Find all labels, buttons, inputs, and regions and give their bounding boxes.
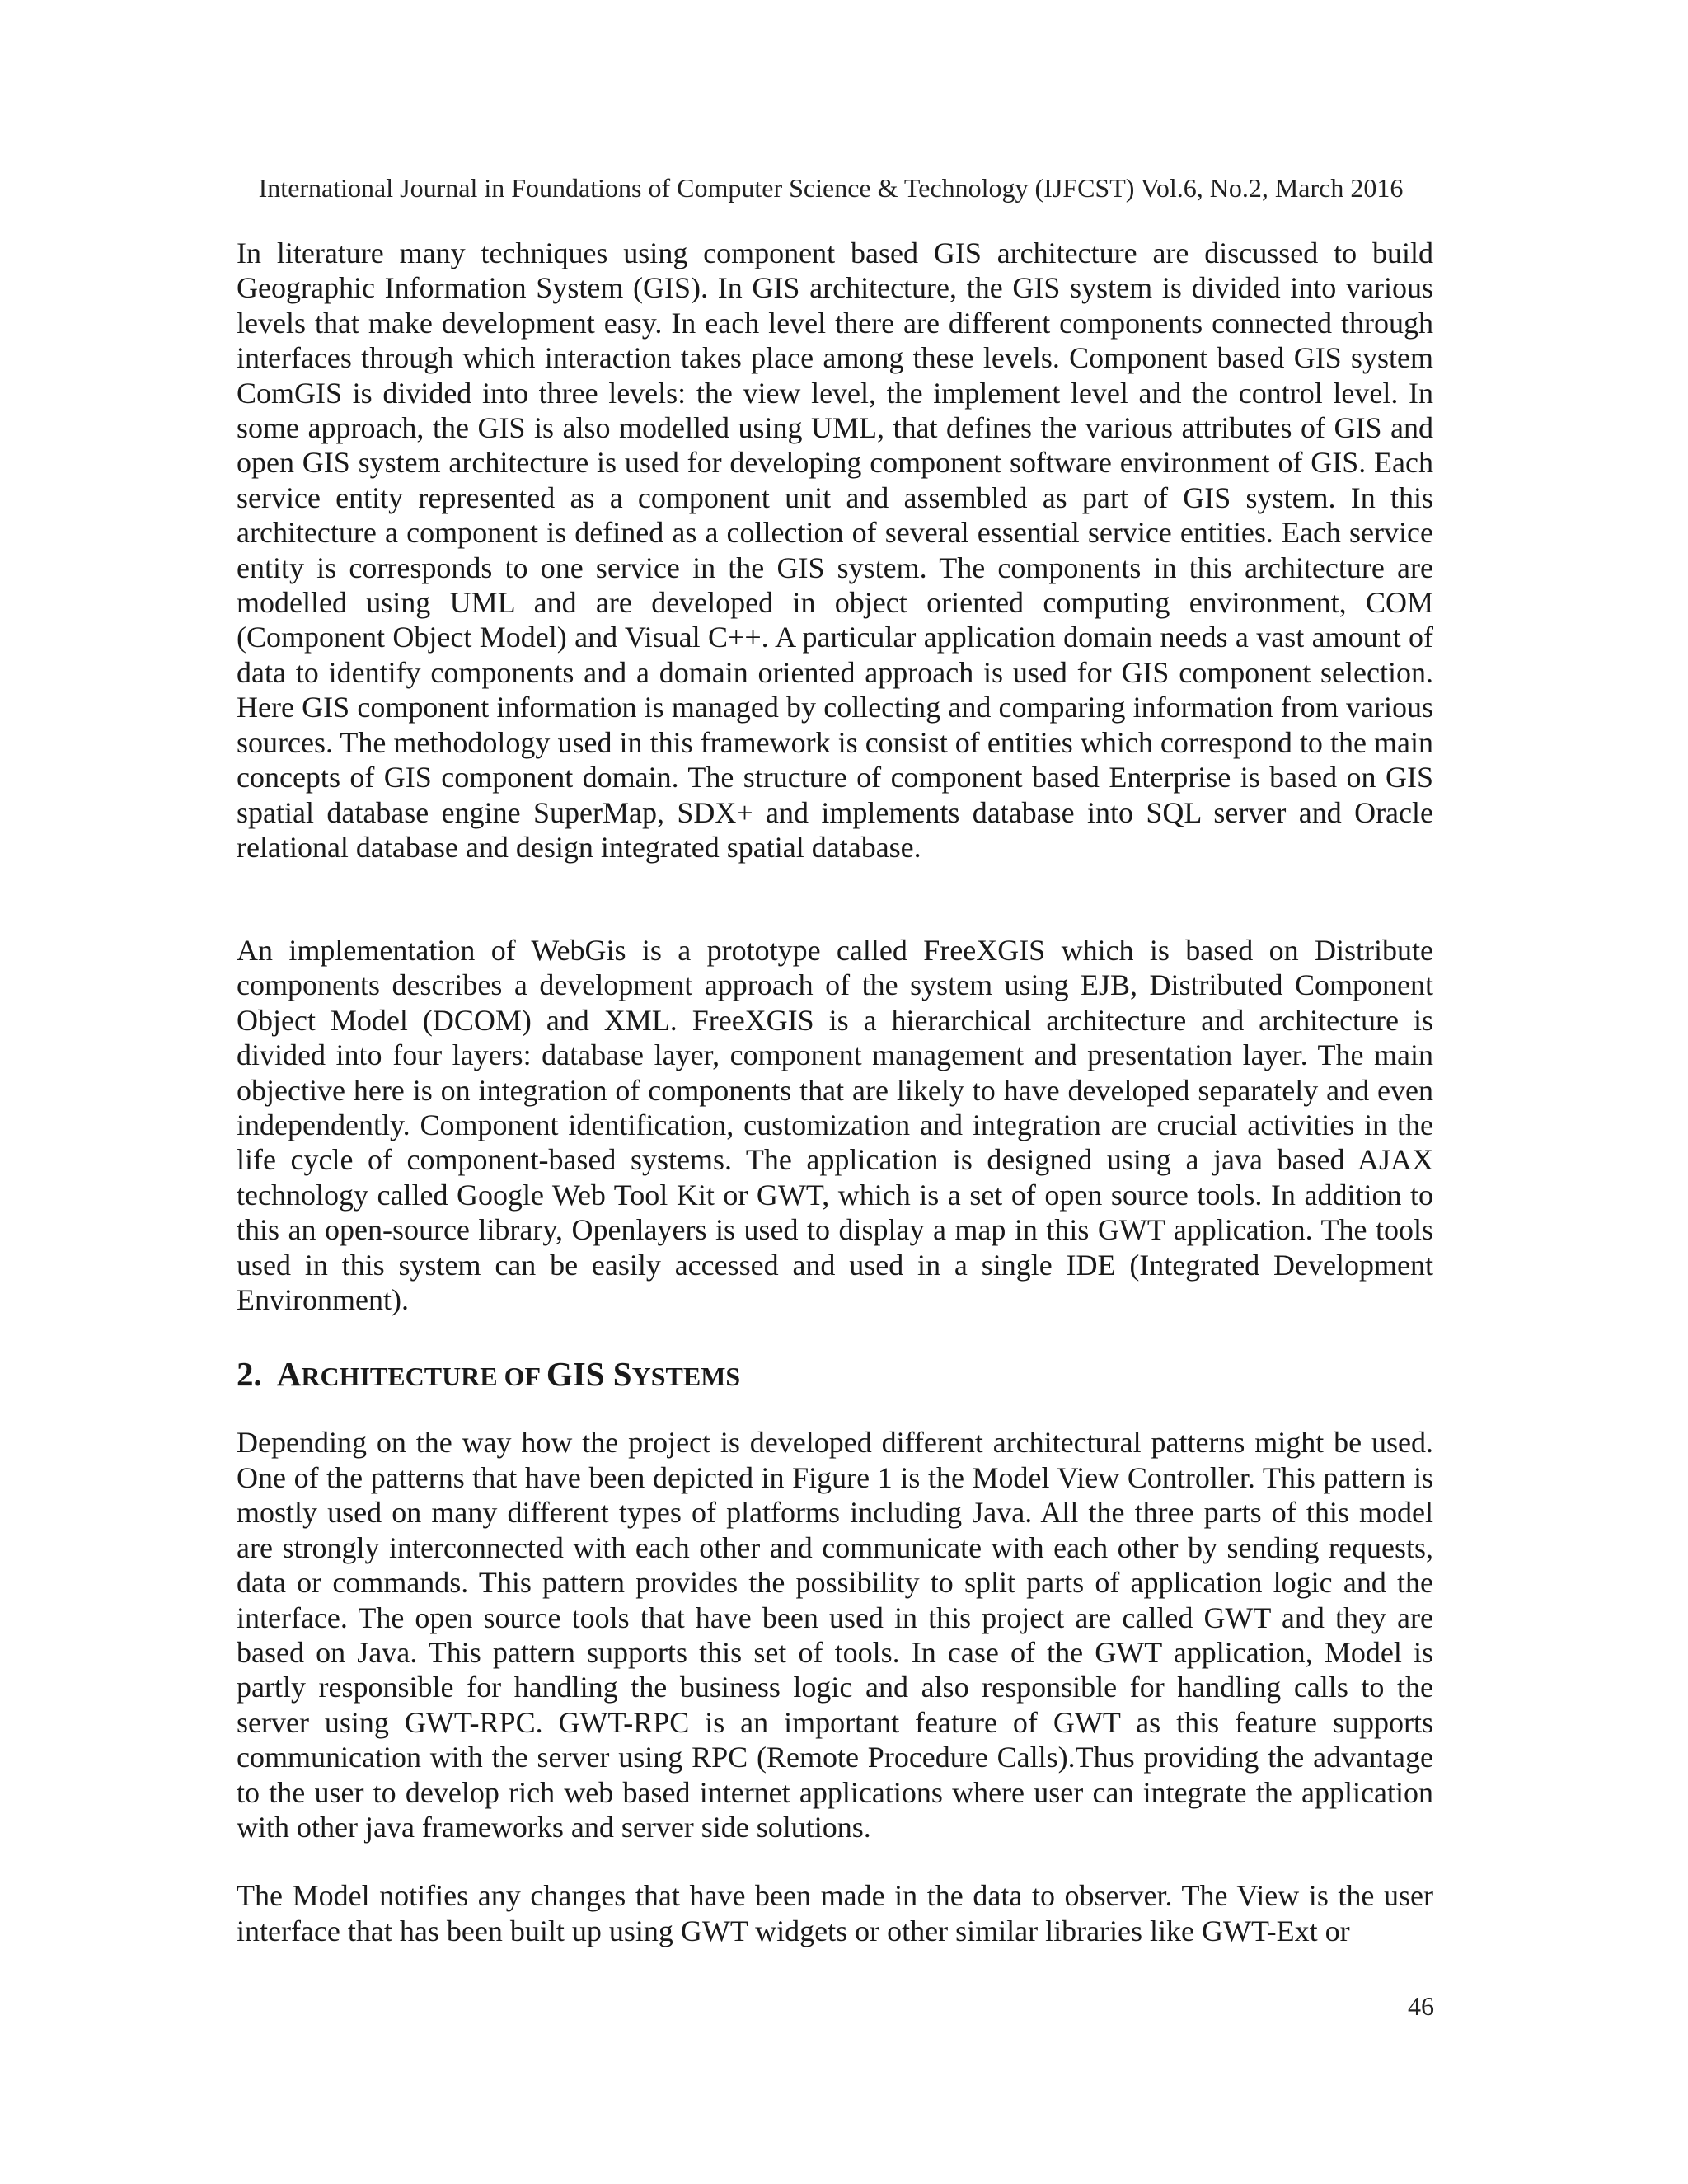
section-heading xyxy=(237,1353,1433,1397)
section-title-part: YSTEMS xyxy=(631,1361,741,1392)
paragraph-gis-component-architecture: In literature many techniques using component based GIS architecture are discussed to build Geographic Information System (GIS). In GIS architecture, the GIS system is divided into various levels that make development easy. In each level there are different components connected through interfaces through which interaction takes place among these levels. Component based GIS system ComGIS is divided into three levels: the view level, the implement level and the control level. In some approach, the GIS is also modelled using UML, that defines the various attributes of GIS and open GIS system architecture is used for developing component software environment of GIS. Each service entity represented as a component unit and assembled as part of GIS system. In this architecture a component is defined as a collection of several essential service entities. Each service entity is corresponds to one service in the GIS system. The components in this architecture are modelled using UML and are developed in object oriented computing environment, COM (Component Object Model) and Visual C++. A particular application domain needs a vast amount of data to identify components and a domain oriented approach is used for GIS component selection. Here GIS component information is managed by collecting and comparing information from various sources. The methodology used in this framework is consist of entities which correspond to the main concepts of GIS component domain. The structure of component based Enterprise is based on GIS spatial database engine SuperMap, SDX+ and implements database into SQL server and Oracle relational database and design integrated spatial database. xyxy=(237,237,1433,864)
paragraph-freexgis-implementation: An implementation of WebGis is a prototype called FreeXGIS which is based on Distribute components describes a development approach of the system using EJB, Distributed Component Object Model (DCOM) and XML. FreeXGIS is a hierarchical architecture and architecture is divided into four layers: database layer, component management and presentation layer. The main objective here is on integration of components that are likely to have developed separately and even independently. Component identification, customization and integration are crucial activities in the life cycle of component-based systems. The application is designed using a java based AJAX technology called Google Web Tool Kit or GWT, which is a set of open source tools. In addition to this an open-source library, Openlayers is used to display a map in this GWT application. The tools used in this system can be easily accessed and used in a single IDE (Integrated Development Environment). xyxy=(237,934,1433,1317)
page-body xyxy=(237,236,1433,1948)
paragraph-mvc-pattern: Depending on the way how the project is developed different architectural patterns might be used. One of the patterns that have been depicted in Figure 1 is the Model View Controller. This pattern is mostly used on many different types of platforms including Java. All the three parts of this model are strongly interconnected with each other and communicate with each other by sending requests, data or commands. This pattern provides the possibility to split parts of application logic and the interface. The open source tools that have been used in this project are called GWT and they are based on Java. This pattern supports this set of tools. In case of the GWT application, Model is partly responsible for handling the business logic and also responsible for handling calls to the server using GWT-RPC. GWT-RPC is an important feature of GWT as this feature supports communication with the server using RPC (Remote Procedure Calls).Thus providing the advantage to the user to develop rich web based internet applications where user can integrate the application with other java frameworks and server side solutions. xyxy=(237,1426,1433,1844)
page-number: 46 xyxy=(1408,1991,1434,2021)
paragraph-model-view: The Model notifies any changes that have been made in the data to observer. The View is the user interface that has been built up using GWT widgets or other similar libraries like GWT-Ext or xyxy=(237,1879,1433,1947)
running-header: International Journal in Foundations of Computer Science & Technology (IJFCST) Vol.6, No.2, March 2016 xyxy=(258,173,1404,203)
section-title-part: RCHITECTURE OF xyxy=(301,1361,546,1392)
section-title-part: A xyxy=(276,1355,302,1394)
section-title-part: GIS xyxy=(546,1355,605,1394)
section-number: 2. xyxy=(237,1355,262,1394)
section-title-part: S xyxy=(604,1355,632,1394)
